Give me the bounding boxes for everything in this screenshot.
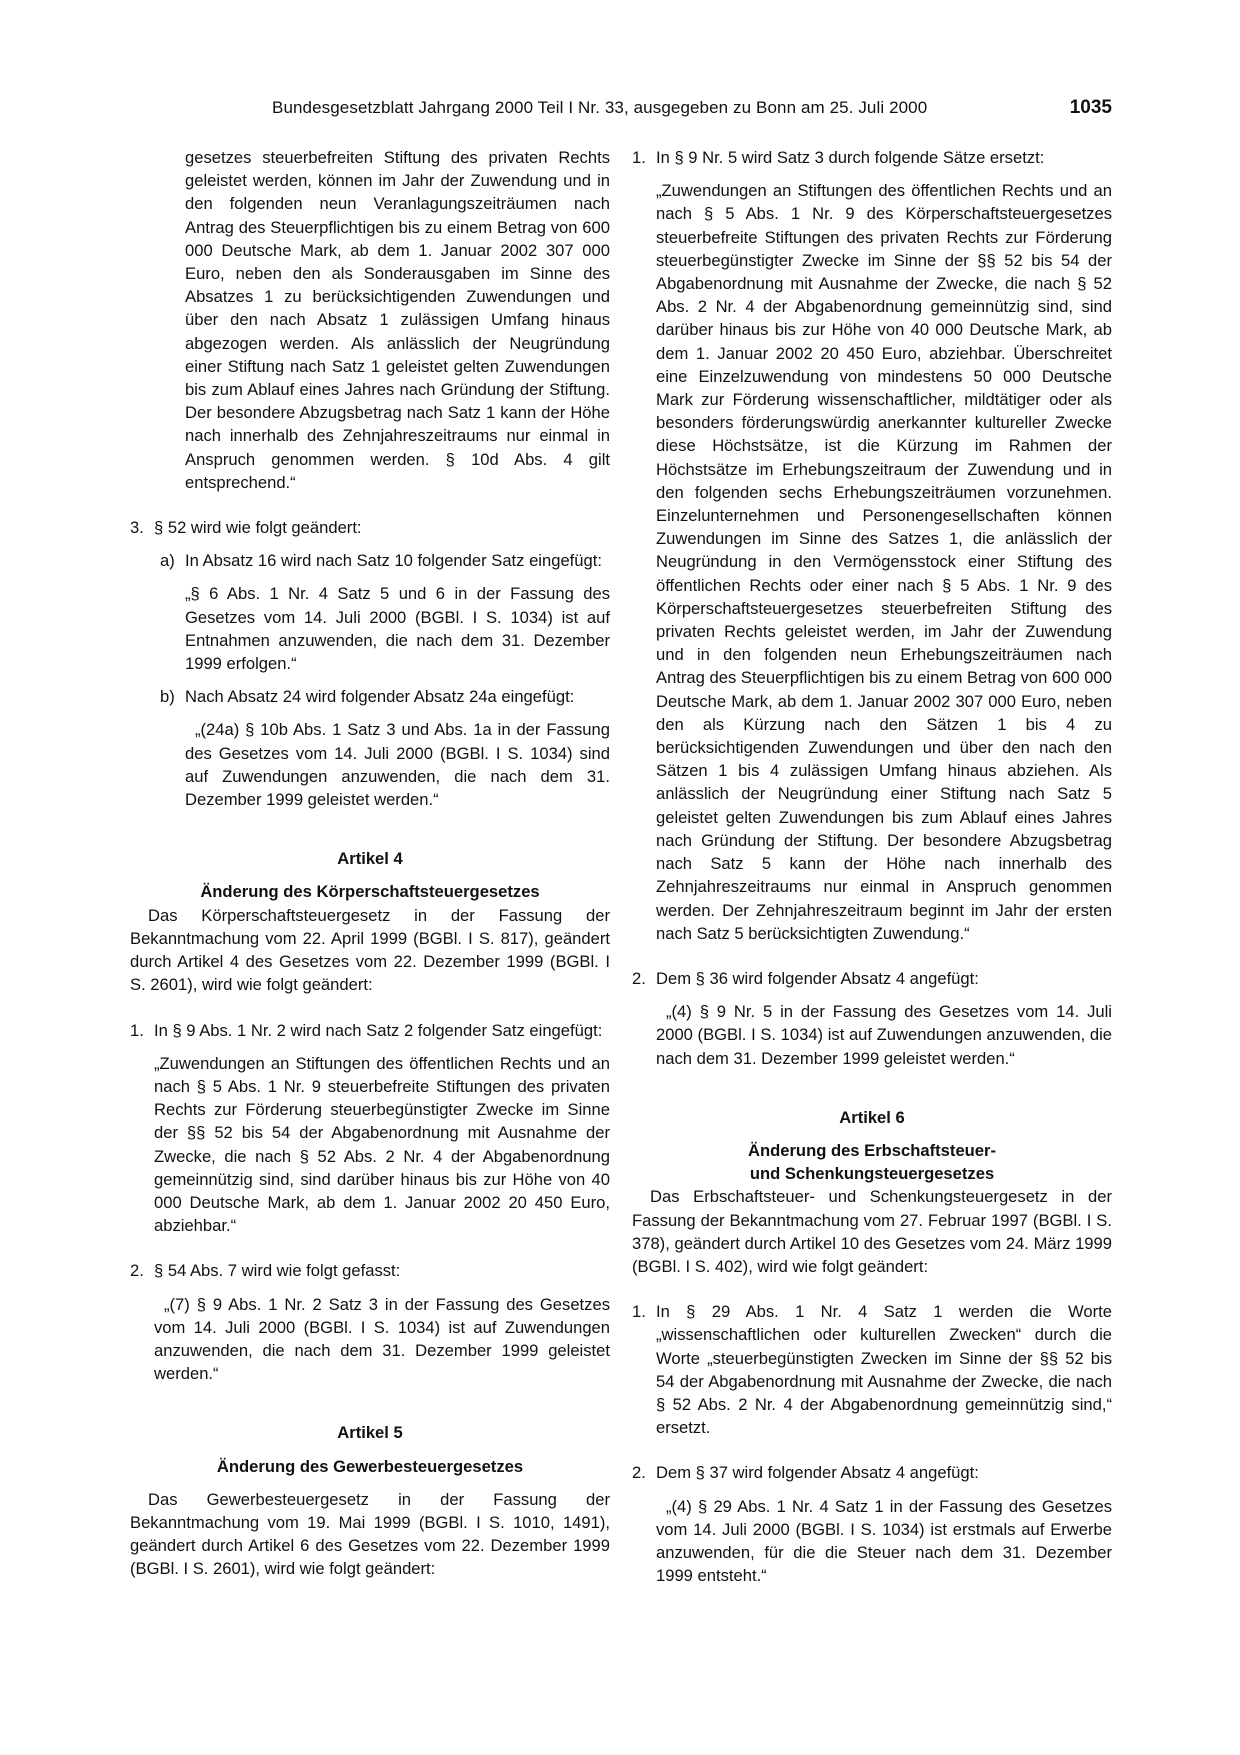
page-header [0,98,1240,124]
list-label: 3. [130,518,144,538]
list-item-1 [130,1019,610,1042]
article-heading: Artikel 6 [839,1107,905,1127]
list-label: 1. [632,148,646,167]
list-text: In § 29 Abs. 1 Nr. 4 Satz 1 werden die Worte „wissenschaftlichen oder kulturellen Zwecken“ durch die Worte „steuerbegünstigten Zwecken im Sinne der §§ 52 bis 54 der Abgabenordnung mit Ausnahme der Zwecke, die nach § 52 Abs. 2 Nr. 4 der Abgabenordnung gemeinnützig sind,“ ersetzt. [656,1302,1112,1438]
list-item-3 [130,516,610,539]
article-heading: Artikel 4 [337,849,403,869]
quote-paragraph: „(7) § 9 Abs. 1 Nr. 2 Satz 3 in der Fassung des Gesetzes vom 14. Juli 2000 (BGBl. I S. 1034) ist auf Zuwendungen anzuwenden, die nach dem 31. Dezember 1999 geleistet werden.“ [154,1294,610,1384]
list-item-2 [632,967,1112,990]
article-heading: Artikel 5 [337,1423,403,1443]
article-intro: Das Gewerbesteuergesetz in der Fassung der Bekanntmachung vom 19. Mai 1999 (BGBl. I S. 1010, 1491), geändert durch Artikel 6 des Gesetzes vom 22. Dezember 1999 (BGBl. I S. 2601), wird wie folgt geändert: [130,1489,610,1579]
sub-text: In Absatz 16 wird nach Satz 10 folgender Satz eingefügt: [185,551,602,571]
list-label: 1. [632,1302,646,1322]
article-title: Änderung des Gewerbesteuergesetzes [216,1456,524,1476]
sub-label: b) [160,687,175,707]
list-label: 2. [632,1463,646,1483]
list-label: 2. [632,968,646,988]
list-item-1 [632,1300,1112,1439]
list-item-2 [130,1259,610,1282]
right-column [632,146,1112,1587]
list-item-1 [632,146,1112,169]
article-intro: Das Körperschaftsteuergesetz in der Fassung der Bekanntmachung vom 22. April 1999 (BGBl. I S. 817), geändert durch Artikel 4 des Gesetzes vom 22. Dezember 1999 (BGBl. I S. 2601), wird wie folgt geändert: [130,905,610,995]
list-label: 2. [130,1261,144,1281]
running-title: Bundesgesetzblatt Jahrgang 2000 Teil I Nr. 33, ausgegeben zu Bonn am 25. Juli 2000 [272,98,928,117]
quote-paragraph: „Zuwendungen an Stiftungen des öffentlichen Rechts und an nach § 5 Abs. 1 Nr. 9 des Körperschaftsteuergesetzes steuerbefreite Stiftungen des privaten Rechts zur Förderung steuerbegünstigter Zwecke im Sinne der §§ 52 bis 54 der Abgabenordnung mit Ausnahme der Zwecke, die nach § 52 Abs. 2 Nr. 4 der Abgabenordnung gemeinnützig sind, sind darüber hinaus bis zur Höhe von 40 000 Deutsche Mark, ab dem 1. Januar 2002 20 450 Euro, abziehbar. Überschreitet eine Einzelzuwendung von mindestens 50 000 Deutsche Mark zur Förderung wissenschaftlicher, mildtätiger oder als besonders förderungswürdig anerkannter kultureller Zwecke diese Höchstsätze, ist die Kürzung im Rahmen der Höchstsätze im Erhebungszeitraum der Zuwendung und in den folgenden sechs Erhebungszeiträumen vorzunehmen. Einzelunternehmen und Personengesellschaften können Zuwendungen im Sinne des Satzes 1, die anlässlich der Neugründung in den Vermögensstock einer Stiftung des öffentlichen Rechts oder einer nach § 5 Abs. 1 Nr. 9 des Körperschaftsteuergesetzes steuerbefreiten Stiftung des privaten Rechts geleistet werden, im Jahr der Zuwendung und in den folgenden neun Erhebungszeiträumen nach Antrag des Steuerpflichtigen bis zu einem Betrag von 600 000 Deutsche Mark, ab dem 1. Januar 2002 307 000 Euro, neben den als Kürzung nach den Sätzen 1 bis 4 zu berücksichtigenden Zuwendungen und über den nach den Sätzen 1 bis 4 zulässigen Umfang hinaus abziehen. Als anlässlich der Neugründung einer Stiftung nach Satz 5 geleistet gelten Zuwendungen bis zum Ablauf eines Jahres nach Gründung der Stiftung. Der besondere Abzugsbetrag nach Satz 5 kann der Höhe nach innerhalb des Zehnjahreszeitraums nur einmal in Anspruch genommen werden. Der Zehnjahreszeitraum beginnt im Jahr der ersten nach Satz 5 berücksichtigten Zuwendung.“ [656,181,1112,943]
quote-paragraph: „(4) § 29 Abs. 1 Nr. 4 Satz 1 in der Fassung des Gesetzes vom 14. Juli 2000 (BGBl. I S. 1034) ist erstmals auf Erwerbe anzuwenden, für die die Steuer nach dem 31. Dezember 1999 entsteht.“ [656,1496,1112,1586]
article-intro: Das Erbschaftsteuer- und Schenkungsteuergesetz in der Fassung der Bekanntmachung vom 27. Februar 1997 (BGBl. I S. 378), geändert durch Artikel 10 des Gesetzes vom 24. März 1999 (BGBl. I S. 402), wird wie folgt geändert: [632,1187,1112,1276]
article-title-line-2: und Schenkungsteuergesetzes [749,1164,995,1184]
article-title: Änderung des Körperschaftsteuergesetzes [200,882,540,902]
list-text: § 54 Abs. 7 wird wie folgt gefasst: [154,1261,401,1281]
page-number: 1035 [1069,97,1112,118]
sub-label: a) [160,551,175,571]
quote-paragraph: „§ 6 Abs. 1 Nr. 4 Satz 5 und 6 in der Fassung des Gesetzes vom 14. Juli 2000 (BGBl. I S. 1034) ist auf Entnahmen anzuwenden, die nach dem 31. Dezember 1999 erfolgen.“ [185,584,610,674]
sub-item-b [130,685,610,708]
list-text: In § 9 Abs. 1 Nr. 2 wird nach Satz 2 folgender Satz eingefügt: [154,1020,603,1040]
list-text: § 52 wird wie folgt geändert: [154,518,362,538]
sub-item-a [130,549,610,572]
list-text: Dem § 36 wird folgender Absatz 4 angefügt: [656,968,979,988]
list-text: Dem § 37 wird folgender Absatz 4 angefügt: [656,1463,979,1483]
sub-text: Nach Absatz 24 wird folgender Absatz 24a eingefügt: [185,687,575,707]
quote-paragraph: „(4) § 9 Nr. 5 in der Fassung des Gesetzes vom 14. Juli 2000 (BGBl. I S. 1034) ist auf Zuwendungen anzuwenden, die nach dem 31. Dezember 1999 geleistet werden.“ [656,1002,1112,1068]
continuation-paragraph: gesetzes steuerbefreiten Stiftung des privaten Rechts geleistet werden, können im Jahr der Zuwendung und in den folgenden neun Veranlagungszeiträumen nach Antrag des Steuerpflichtigen bis zu einem Betrag von 600 000 Deutsche Mark, ab dem 1. Januar 2002 307 000 Euro, neben den als Sonderausgaben im Sinne des Absatzes 1 zu berücksichtigenden Zuwendungen und über den nach Absatz 1 zulässigen Umfang hinaus abgezogen werden. Als anlässlich der Neugründung einer Stiftung nach Satz 1 geleistet gelten Zuwendungen bis zum Ablauf eines Jahres nach Gründung der Stiftung. Der besondere Abzugsbetrag nach Satz 1 kann der Höhe nach innerhalb des Zehnjahreszeitraums nur einmal in Anspruch genommen werden. § 10d Abs. 4 gilt entsprechend.“ [185,148,610,492]
article-title-line-1: Änderung des Erbschaftsteuer- [747,1140,997,1160]
quote-paragraph: „(24a) § 10b Abs. 1 Satz 3 und Abs. 1a in der Fassung des Gesetzes vom 14. Juli 2000 (BGBl. I S. 1034) sind auf Zuwendungen anzuwenden, die nach dem 31. Dezember 1999 geleistet werden.“ [185,720,610,810]
list-text: In § 9 Nr. 5 wird Satz 3 durch folgende Sätze ersetzt: [656,148,1045,167]
quote-paragraph: „Zuwendungen an Stiftungen des öffentlichen Rechts und an nach § 5 Abs. 1 Nr. 9 steuerbefreite Stiftungen des privaten Rechts zur Förderung steuerbegünstigter Zwecke im Sinne der §§ 52 bis 54 der Abgabenordnung mit Ausnahme der Zwecke, die nach § 52 Abs. 2 Nr. 4 der Abgabenordnung gemeinnützig sind, sind darüber hinaus bis zur Höhe von 40 000 Deutsche Mark, ab dem 1. Januar 2002 20 450 Euro, abziehbar.“ [154,1053,610,1236]
list-item-2 [632,1461,1112,1484]
left-column [130,146,610,1581]
list-label: 1. [130,1020,144,1040]
